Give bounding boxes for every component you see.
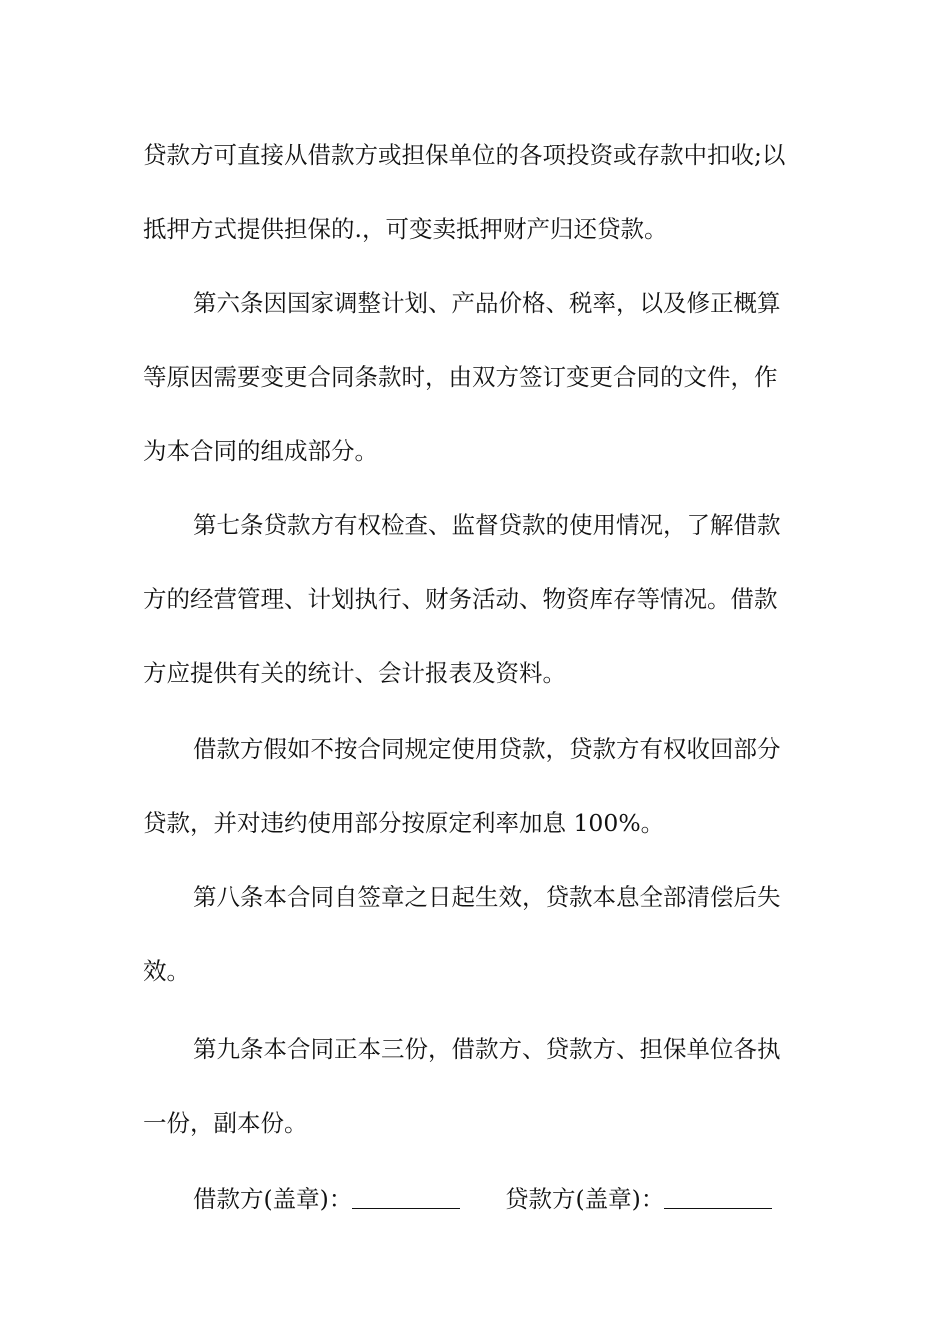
paragraph-line: 贷款，并对违约使用部分按原定利率加息 100%。	[143, 809, 665, 837]
paragraph-line: 一份，副本份。	[143, 1109, 308, 1137]
lender-signature	[505, 1184, 772, 1214]
article-6-line: 第六条因国家调整计划、产品价格、税率，以及修正概算	[193, 289, 781, 317]
lender-signature-blank	[664, 1186, 772, 1209]
paragraph-line: 效。	[143, 957, 190, 985]
article-7-line: 第七条贷款方有权检查、监督贷款的使用情况，了解借款	[193, 511, 781, 539]
lender-signature-label: 贷款方(盖章)：	[505, 1185, 665, 1213]
article-9-line: 第九条本合同正本三份，借款方、贷款方、担保单位各执	[193, 1035, 781, 1063]
borrower-signature-blank	[352, 1186, 460, 1209]
paragraph-line: 抵押方式提供担保的.，可变卖抵押财产归还贷款。	[143, 215, 668, 243]
paragraph-line: 方的经营管理、计划执行、财务活动、物资库存等情况。借款	[143, 585, 778, 613]
paragraph-line: 贷款方可直接从借款方或担保单位的各项投资或存款中扣收;以	[143, 141, 786, 169]
paragraph-line: 等原因需要变更合同条款时，由双方签订变更合同的文件，作	[143, 363, 778, 391]
article-8-line: 第八条本合同自签章之日起生效，贷款本息全部清偿后失	[193, 883, 781, 911]
borrower-signature	[193, 1184, 460, 1214]
paragraph-line: 为本合同的组成部分。	[143, 437, 378, 465]
paragraph-line: 方应提供有关的统计、会计报表及资料。	[143, 659, 566, 687]
paragraph-line: 借款方假如不按合同规定使用贷款，贷款方有权收回部分	[193, 735, 781, 763]
borrower-signature-label: 借款方(盖章)：	[193, 1185, 353, 1213]
